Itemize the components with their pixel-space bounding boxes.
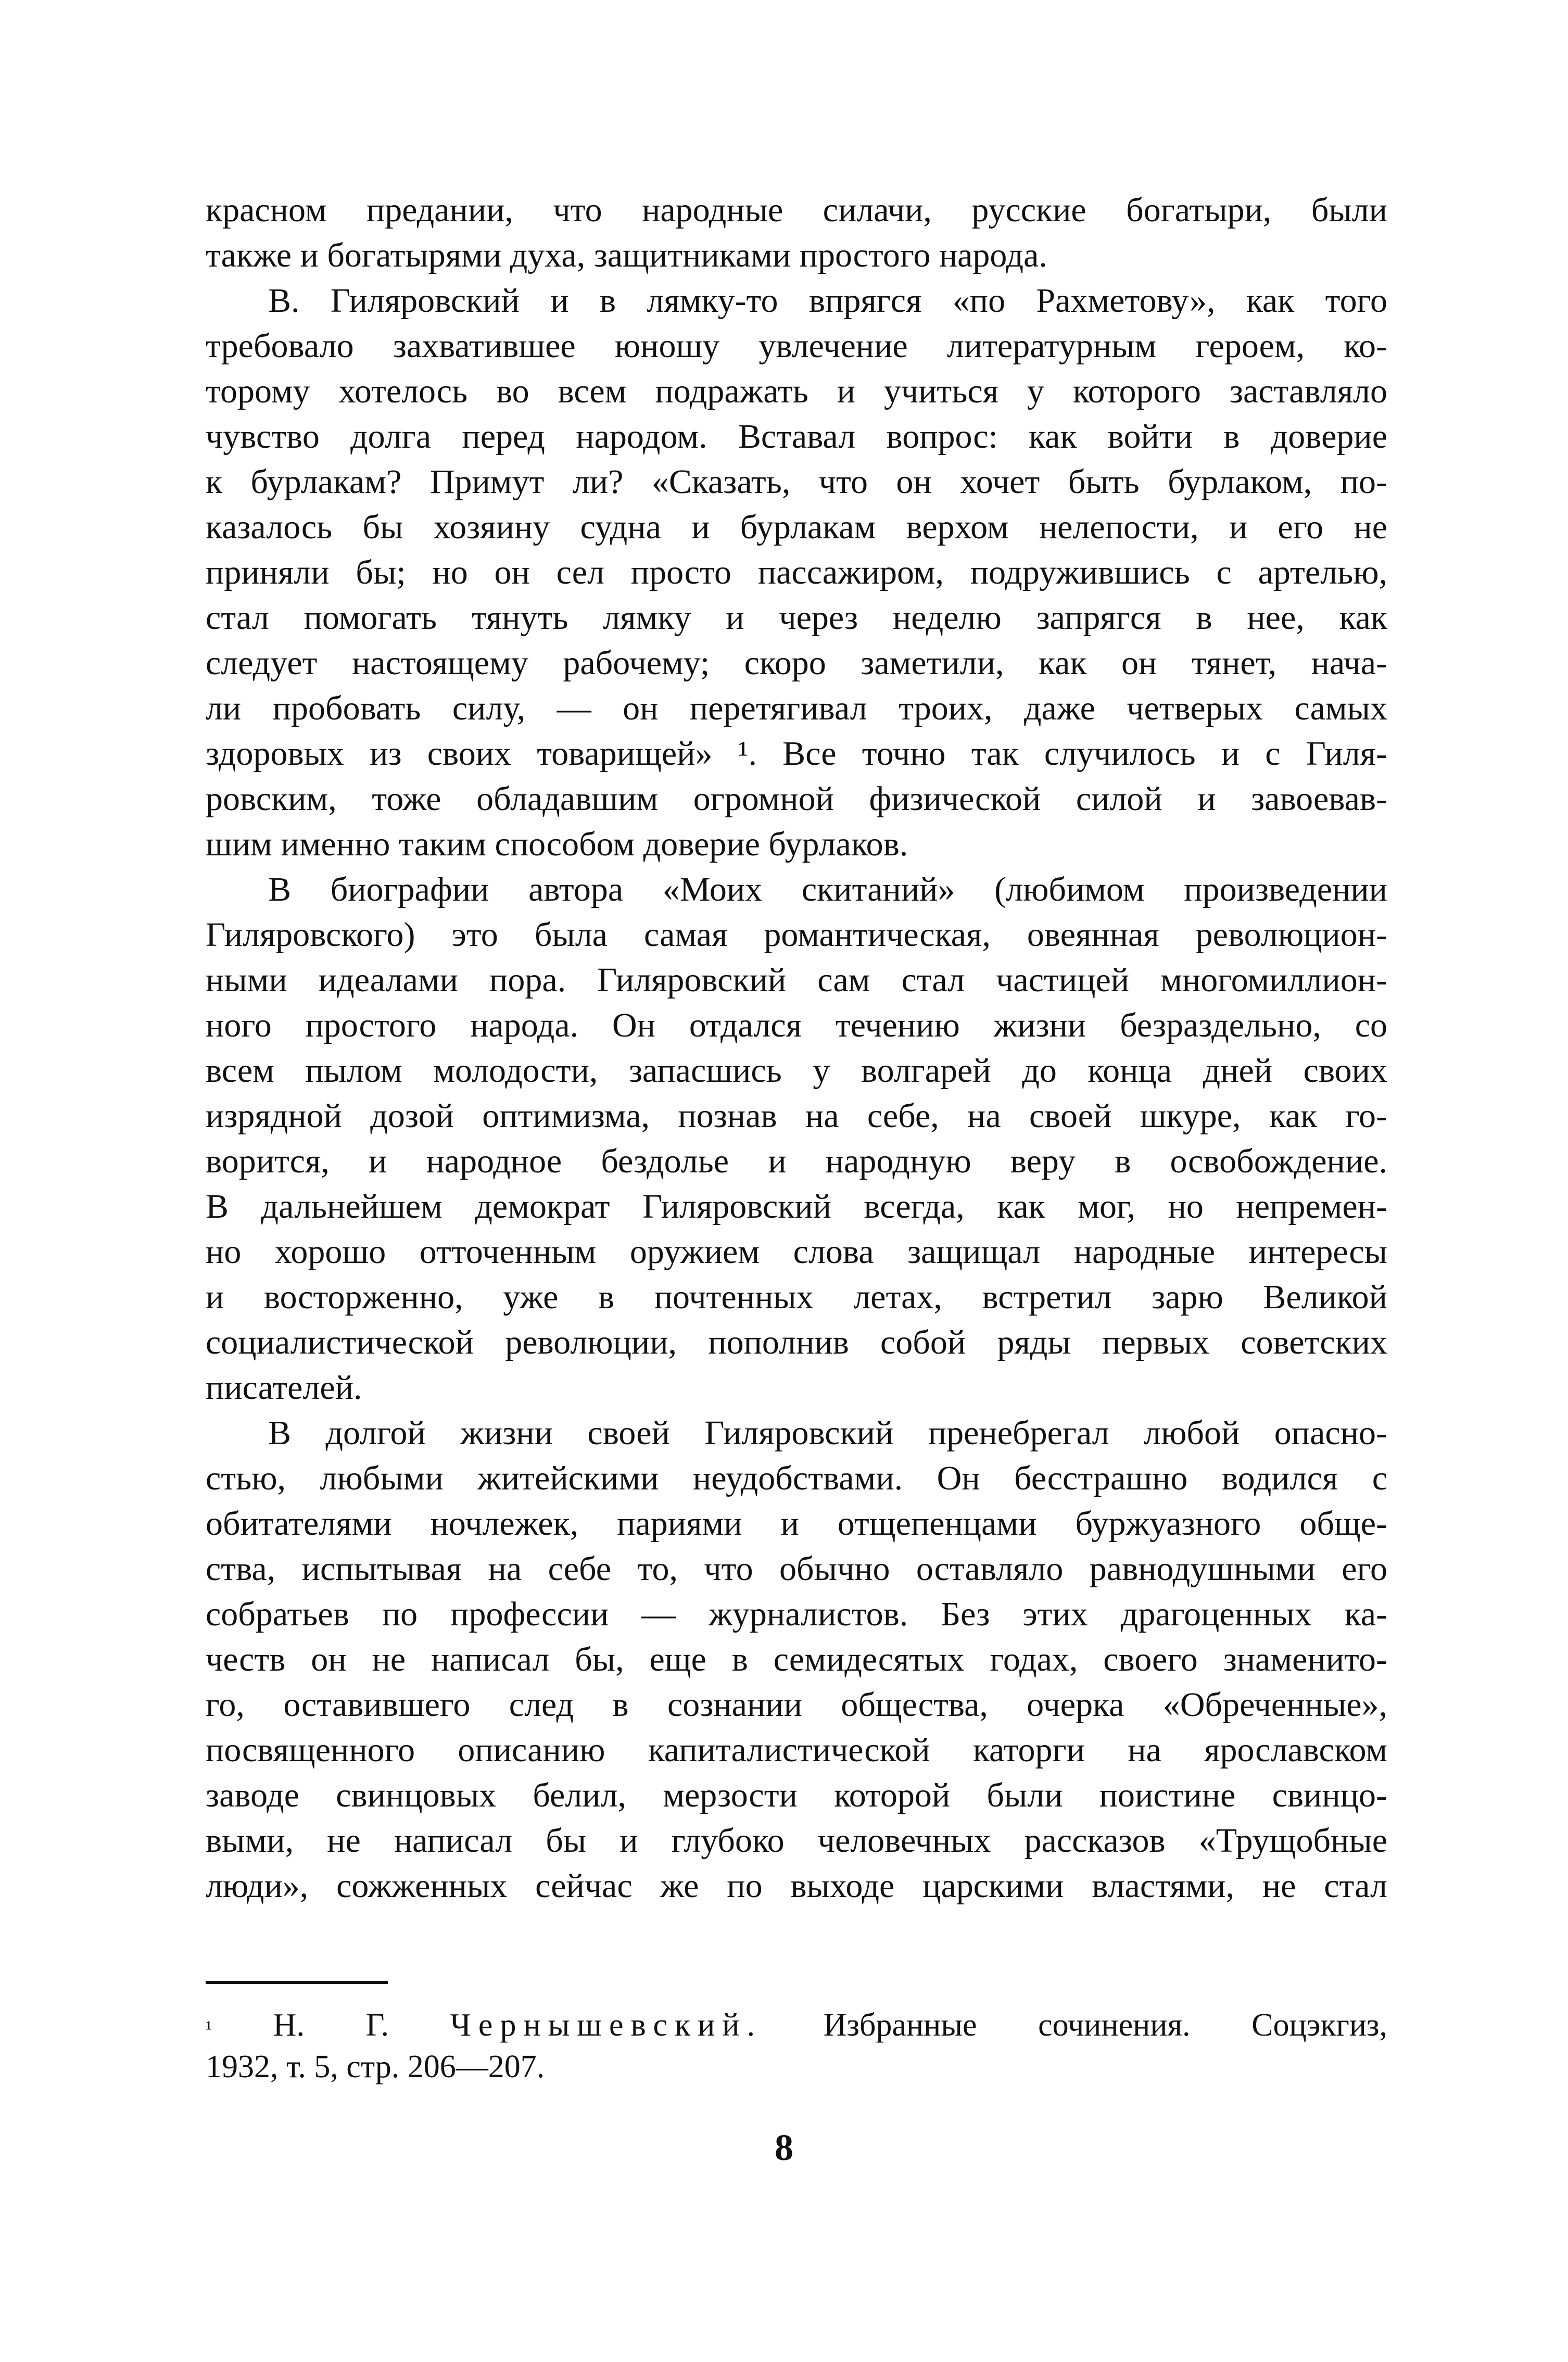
text-line: Гиляровского) это была самая романтическая, овеянная революцион- bbox=[206, 916, 1387, 954]
text-line: ного простого народа. Он отдался течению жизни безраздельно, со bbox=[206, 1006, 1387, 1044]
text-line: ровским, тоже обладавшим огромной физической силой и завоевав- bbox=[206, 780, 1387, 818]
text-line: стью, любыми житейскими неудобствами. Он бесстрашно водился с bbox=[206, 1459, 1387, 1497]
text-line: шим именно таким способом доверие бурлаков. bbox=[206, 825, 908, 863]
text-line: посвященного описанию капиталистической каторги на ярославском bbox=[206, 1731, 1387, 1769]
text-line: стал помогать тянуть лямку и через неделю запрягся в нее, как bbox=[206, 599, 1387, 637]
text-line: В биографии автора «Моих скитаний» (любимом произведении bbox=[268, 870, 1387, 908]
text-line: также и богатырями духа, защитниками простого народа. bbox=[206, 236, 1047, 274]
text-line: и восторженно, уже в почтенных летах, встретил зарю Великой bbox=[206, 1278, 1387, 1316]
text-line: следует настоящему рабочему; скоро заметили, как он тянет, нача- bbox=[206, 644, 1387, 682]
text-line: казалось бы хозяину судна и бурлакам верхом нелепости, и его не bbox=[206, 508, 1387, 546]
footnote bbox=[206, 2004, 1387, 2088]
text-line: ства, испытывая на себе то, что обычно оставляло равнодушными его bbox=[206, 1550, 1387, 1588]
text-line: заводе свинцовых белил, мерзости которой были поистине свинцо- bbox=[206, 1776, 1387, 1814]
text-line: социалистической революции, пополнив собой ряды первых советских bbox=[206, 1323, 1387, 1361]
text-line: к бурлакам? Примут ли? «Сказать, что он хочет быть бурлаком, по- bbox=[206, 463, 1387, 501]
footnote-source: Избранные сочинения. Соцэкгиз, bbox=[823, 2007, 1388, 2043]
text-line: го, оставившего след в сознании общества, очерка «Обреченные», bbox=[206, 1686, 1387, 1724]
footnote-line-1 bbox=[206, 2004, 1387, 2046]
text-line: чувство долга перед народом. Вставал вопрос: как войти в доверие bbox=[206, 418, 1387, 456]
footnote-author-initials: Н. Г. bbox=[273, 2007, 389, 2043]
text-line: собратьев по профессии — журналистов. Без этих драгоценных ка- bbox=[206, 1595, 1387, 1633]
text-line: выми, не написал бы и глубоко человечных рассказов «Трущобные bbox=[206, 1822, 1387, 1860]
page-number: 8 bbox=[775, 2127, 793, 2168]
text-line: здоровых из своих товарищей» ¹. Все точно так случилось и с Гиля- bbox=[206, 735, 1387, 773]
text-line: писателей. bbox=[206, 1369, 362, 1407]
text-line: В дальнейшем демократ Гиляровский всегда, как мог, но непремен- bbox=[206, 1188, 1387, 1226]
text-line: ли пробовать силу, — он перетягивал троих, даже четверых самых bbox=[206, 689, 1387, 727]
text-line: торому хотелось во всем подражать и учиться у которого заставляло bbox=[206, 372, 1387, 410]
text-line: обитателями ночлежек, париями и отщепенцами буржуазного обще- bbox=[206, 1505, 1387, 1543]
text-line: требовало захватившее юношу увлечение литературным героем, ко- bbox=[206, 327, 1387, 365]
text-line: В долгой жизни своей Гиляровский пренебрегал любой опасно- bbox=[268, 1414, 1387, 1452]
text-line: красном предании, что народные силачи, русские богатыри, были bbox=[206, 191, 1387, 229]
body-text bbox=[206, 187, 1387, 1909]
text-line: ными идеалами пора. Гиляровский сам стал частицей многомиллион- bbox=[206, 961, 1387, 999]
text-line: ворится, и народное бездолье и народную веру в освобождение. bbox=[206, 1142, 1387, 1180]
footnote-author-surname: Чернышевский. bbox=[450, 2007, 762, 2043]
text-line: но хорошо отточенным оружием слова защищал народные интересы bbox=[206, 1233, 1387, 1271]
text-line: всем пылом молодости, запасшись у волгарей до конца дней своих bbox=[206, 1052, 1387, 1090]
text-line: люди», сожженных сейчас же по выходе царскими властями, не стал bbox=[206, 1867, 1387, 1905]
footnote-divider bbox=[206, 1981, 388, 1984]
footnote-marker: ¹ bbox=[206, 2016, 212, 2040]
text-line: честв он не написал бы, еще в семидесятых годах, своего знаменито- bbox=[206, 1640, 1387, 1678]
footnote-line-2: 1932, т. 5, стр. 206—207. bbox=[206, 2049, 545, 2085]
text-line: приняли бы; но он сел просто пассажиром, подружившись с артелью, bbox=[206, 553, 1387, 591]
text-line: В. Гиляровский и в лямку-то впрягся «по Рахметову», как того bbox=[268, 282, 1387, 320]
text-line: изрядной дозой оптимизма, познав на себе, на своей шкуре, как го- bbox=[206, 1097, 1387, 1135]
